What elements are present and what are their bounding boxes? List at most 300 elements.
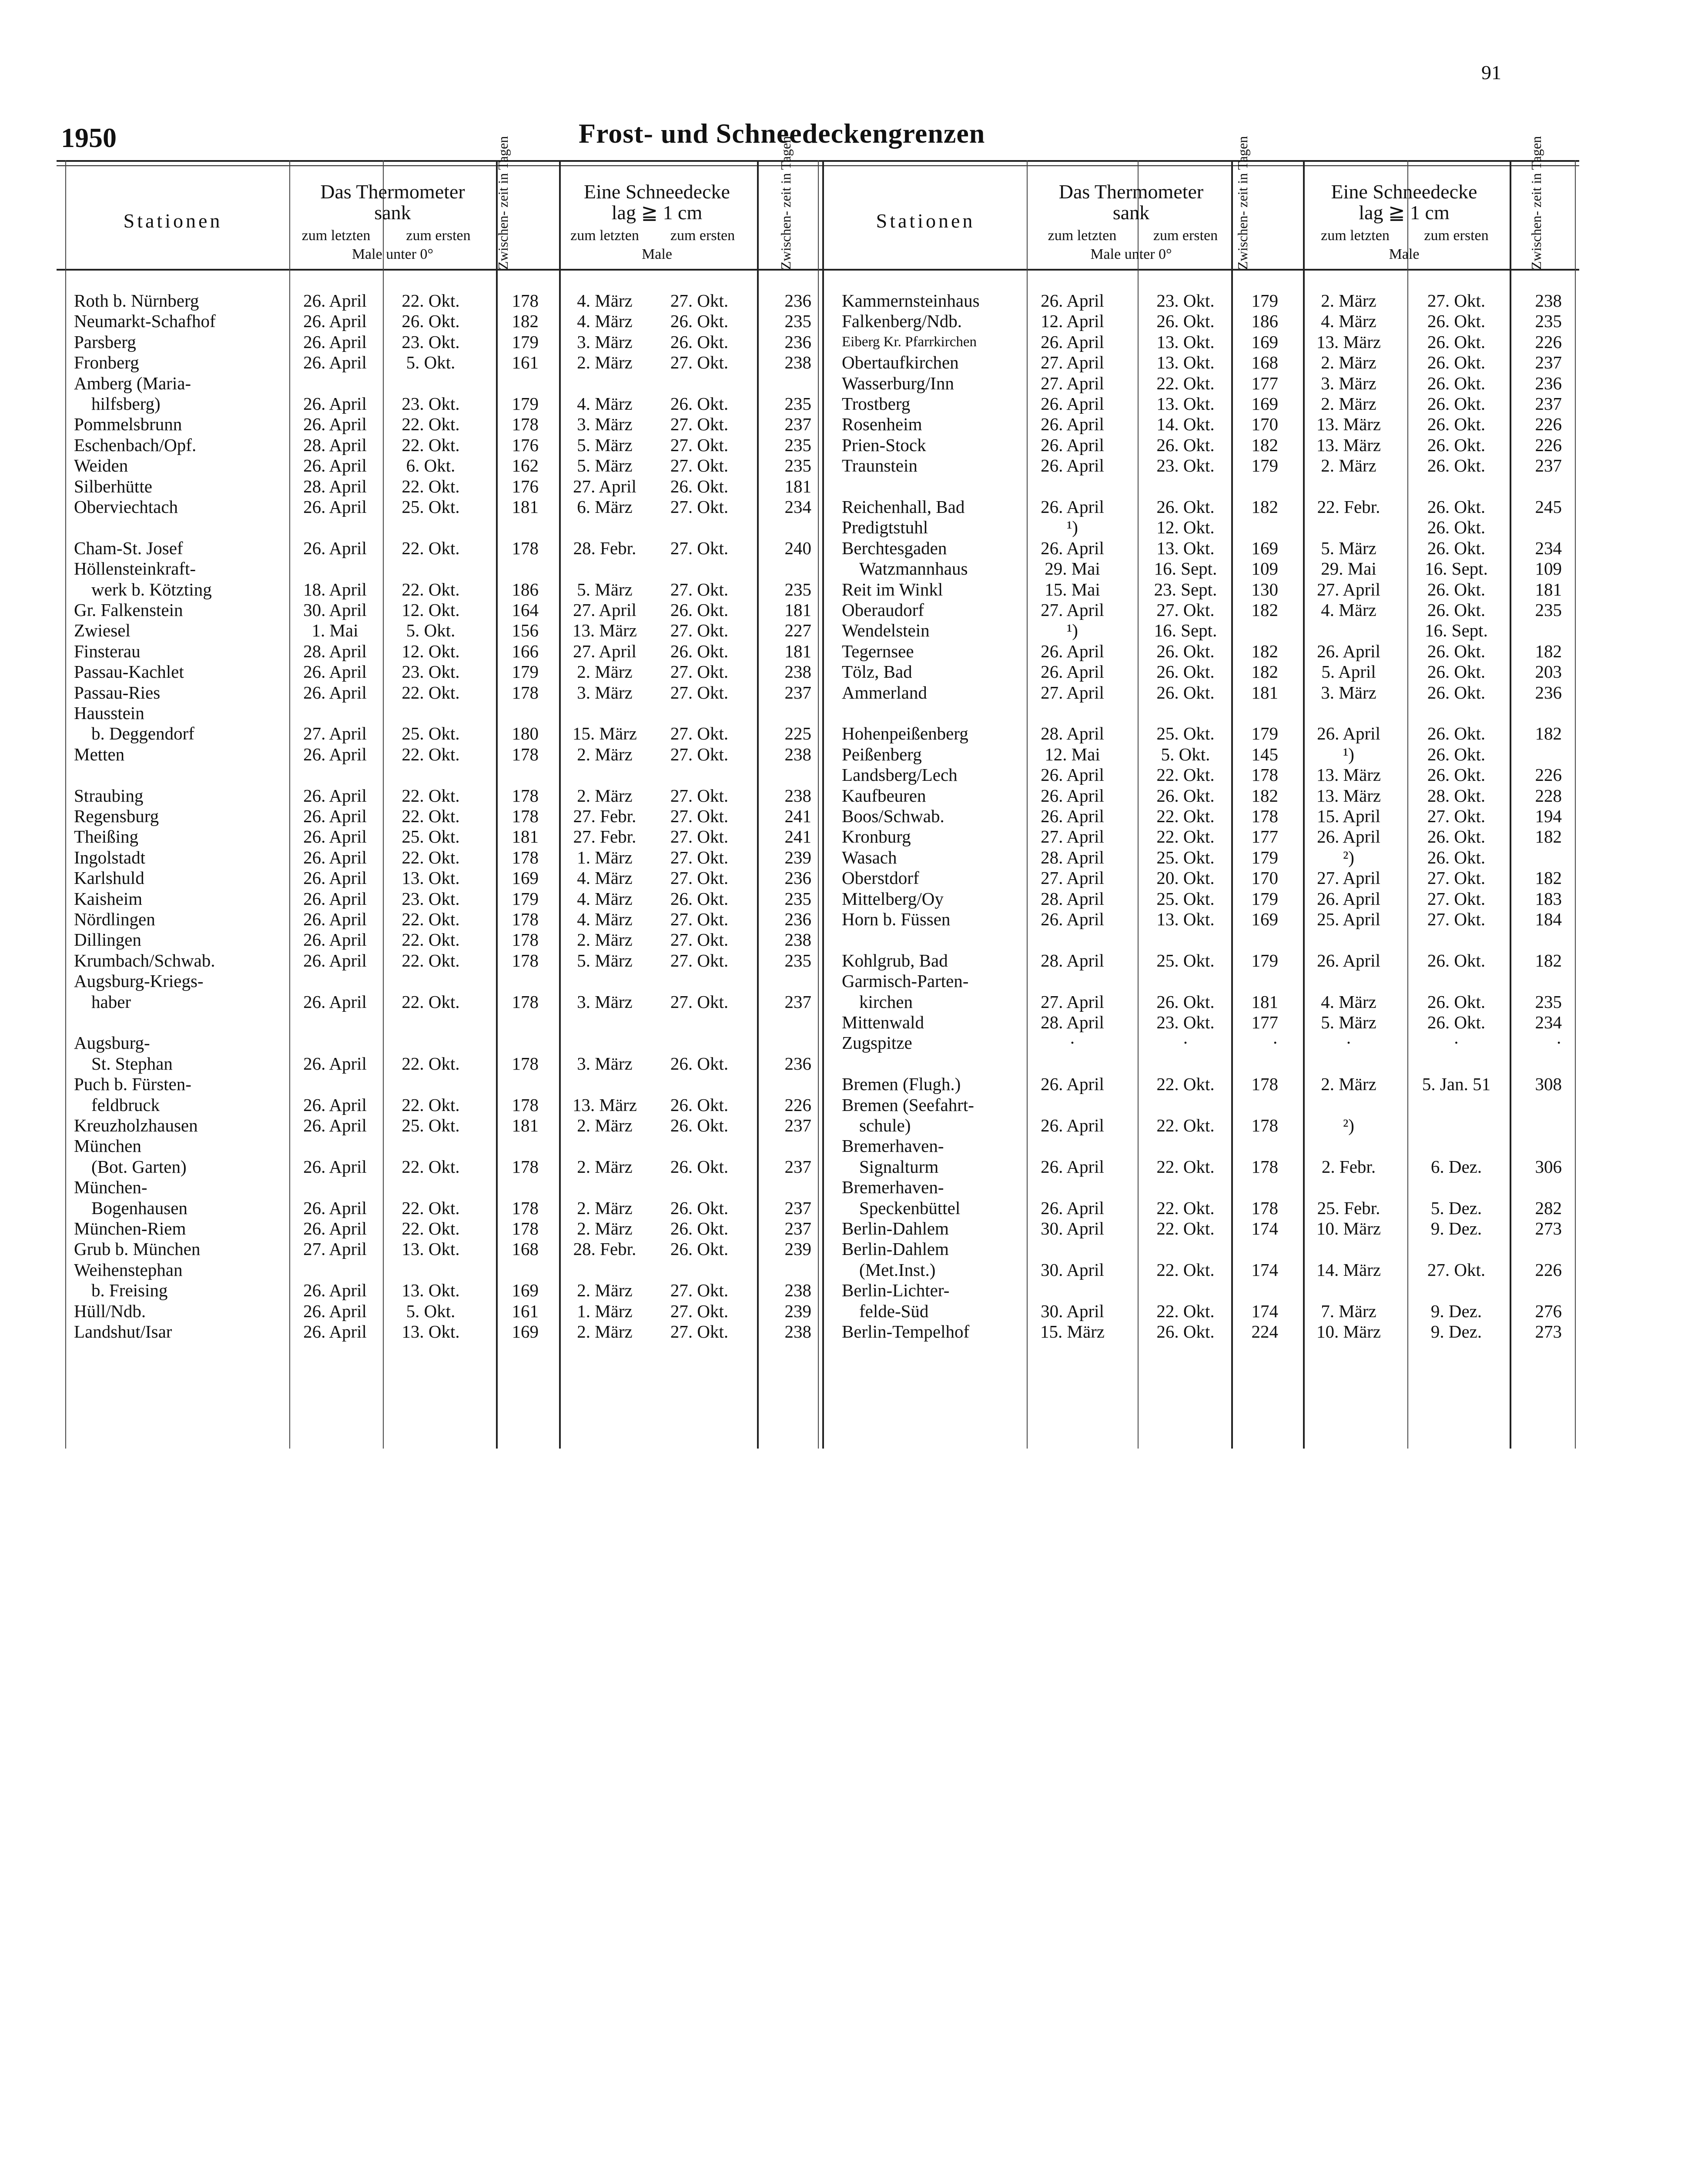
snow-interval-days: 225 (784, 723, 811, 743)
left-header-schneedecke-lag: lag ≧ 1 cm (611, 201, 703, 224)
station-name: Trostberg (842, 394, 911, 414)
snow-interval-days: 234 (1535, 1012, 1562, 1032)
thermo-last-frost: 26. April (303, 786, 367, 806)
thermo-first-frost: 16. Sept. (1154, 559, 1217, 579)
thermo-first-frost: 13. Okt. (1156, 332, 1215, 352)
thermo-first-frost: 22. Okt. (402, 847, 460, 867)
thermo-first-frost: 22. Okt. (402, 909, 460, 929)
station-name: (Bot. Garten) (91, 1157, 187, 1177)
thermo-last-frost: 26. April (303, 950, 367, 970)
station-name: Finsterau (74, 641, 141, 661)
snow-first-date: 26. Okt. (1427, 600, 1486, 620)
thermo-last-frost: 18. April (303, 579, 367, 599)
station-name: Metten (74, 744, 125, 764)
thermo-interval-days: 156 (512, 620, 539, 640)
right-table-row (0, 847, 1708, 868)
snow-first-date: 27. Okt. (670, 1280, 729, 1300)
snow-last-date: 27. Febr. (573, 806, 636, 826)
thermo-interval-days: 168 (512, 1239, 539, 1259)
snow-interval-days: 182 (1535, 868, 1562, 888)
thermo-first-frost: 25. Okt. (1156, 723, 1215, 743)
thermo-last-frost: 26. April (303, 889, 367, 909)
station-name: Predigtstuhl (842, 517, 928, 537)
snow-first-date: 26. Okt. (1427, 744, 1486, 764)
station-name: Speckenbüttel (859, 1198, 961, 1218)
thermo-interval-days: 169 (1251, 332, 1278, 352)
snow-last-date: 3. März (577, 1054, 633, 1074)
snow-interval-days: 237 (784, 414, 811, 434)
station-name: Weiden (74, 455, 128, 475)
snow-first-date: 26. Okt. (670, 1218, 729, 1238)
thermo-last-frost: 27. April (1041, 868, 1104, 888)
station-name: Reichenhall, Bad (842, 497, 965, 517)
right-table-row (0, 744, 1708, 765)
thermo-interval-days: 182 (1251, 641, 1278, 661)
thermo-interval-days: 177 (1251, 826, 1278, 847)
snow-last-date: 28. Febr. (573, 1239, 636, 1259)
right-table-row (0, 1012, 1708, 1033)
snow-last-date: 3. März (577, 414, 633, 434)
right-table-row (0, 1198, 1708, 1218)
thermo-first-frost: 22. Okt. (1156, 826, 1215, 847)
snow-first-date: 26. Okt. (1427, 1012, 1486, 1032)
snow-interval-days: 226 (1535, 414, 1562, 434)
thermo-last-frost: 26. April (303, 1322, 367, 1342)
thermo-last-frost: 28. April (1041, 1012, 1104, 1032)
right-table-row (0, 414, 1708, 435)
thermo-first-frost: 22. Okt. (402, 683, 460, 703)
snow-interval-days: 236 (784, 1054, 811, 1074)
thermo-first-frost: 23. Okt. (402, 889, 460, 909)
right-table-row (0, 579, 1708, 600)
left-header-thermometer: Das Thermometer (320, 181, 465, 203)
right-table-row (0, 291, 1708, 311)
snow-first-date: 26. Okt. (670, 394, 729, 414)
snow-last-date: 27. April (573, 600, 636, 620)
snow-interval-days: 235 (784, 311, 811, 331)
station-name: b. Freising (91, 1280, 168, 1300)
snow-last-date: 26. April (1317, 950, 1380, 970)
station-name: Kohlgrub, Bad (842, 950, 948, 970)
station-name: Krumbach/Schwab. (74, 950, 215, 970)
right-header-male-unter: Male unter 0° (1090, 246, 1172, 262)
snow-last-date: 13. März (572, 620, 637, 640)
page-title: Frost- und Schneedeckengrenzen (579, 118, 985, 149)
station-name: Regensburg (74, 806, 159, 826)
station-name: Wasach (842, 847, 897, 867)
snow-interval-days: 238 (784, 930, 811, 950)
station-name: Horn b. Füssen (842, 909, 951, 929)
snow-first-date: 26. Okt. (1427, 414, 1486, 434)
thermo-first-frost: 26. Okt. (1156, 311, 1215, 331)
snow-first-date: 27. Okt. (670, 826, 729, 847)
station-name: Silberhütte (74, 476, 152, 496)
snow-first-date: 26. Okt. (670, 476, 729, 496)
snow-first-date: 26. Okt. (670, 600, 729, 620)
snow-interval-days: 237 (1535, 455, 1562, 475)
thermo-first-frost: 22. Okt. (402, 744, 460, 764)
snow-last-date: 2. März (1321, 1074, 1376, 1094)
thermo-interval-days: 182 (1251, 662, 1278, 682)
snow-last-date: 27. April (1317, 579, 1380, 599)
snow-first-date: 27. Okt. (1427, 291, 1486, 311)
snow-last-date: 2. März (577, 1218, 633, 1238)
station-name: Straubing (74, 786, 144, 806)
snow-last-date: 3. März (577, 332, 633, 352)
right-table-row (0, 1218, 1708, 1239)
snow-first-date: 27. Okt. (670, 909, 729, 929)
thermo-interval-days: 186 (512, 579, 539, 599)
snow-first-date: 27. Okt. (670, 1301, 729, 1321)
thermo-interval-days: 174 (1251, 1218, 1278, 1238)
snow-interval-days: 238 (784, 1322, 811, 1342)
thermo-first-frost: 23. Okt. (402, 394, 460, 414)
station-name: Pommelsbrunn (74, 414, 182, 434)
thermo-interval-days: 109 (1251, 559, 1278, 579)
snow-interval-days: 235 (1535, 992, 1562, 1012)
thermo-first-frost: 26. Okt. (1156, 497, 1215, 517)
snow-interval-days: 228 (1535, 786, 1562, 806)
snow-first-date: 16. Sept. (1425, 559, 1488, 579)
right-table-row (0, 909, 1708, 930)
snow-interval-days: 237 (784, 1218, 811, 1238)
snow-first-date: 27. Okt. (670, 620, 729, 640)
thermo-interval-days: 169 (1251, 538, 1278, 558)
snow-first-date: 26. Okt. (1427, 765, 1486, 785)
right-table-row (0, 1239, 1708, 1259)
thermo-interval-days: 181 (512, 1115, 539, 1135)
thermo-interval-days: 168 (1251, 352, 1278, 372)
snow-interval-days: 308 (1535, 1074, 1562, 1094)
thermo-last-frost: 29. Mai (1045, 559, 1100, 579)
snow-first-date: 26. Okt. (1427, 662, 1486, 682)
thermo-last-frost: 26. April (1041, 1074, 1104, 1094)
thermo-last-frost: 1. Mai (311, 620, 358, 640)
station-name: Traunstein (842, 455, 918, 475)
thermo-last-frost: 27. April (303, 1239, 367, 1259)
thermo-last-frost: 26. April (1041, 497, 1104, 517)
snow-last-date: 5. März (577, 435, 633, 455)
thermo-last-frost: 27. April (1041, 826, 1104, 847)
station-name: Neumarkt-Schafhof (74, 311, 216, 331)
thermo-first-frost: 26. Okt. (1156, 1322, 1215, 1342)
thermo-last-frost: 26. April (1041, 786, 1104, 806)
right-header-thermometer: Das Thermometer (1058, 181, 1204, 203)
snow-last-date: 27. Febr. (573, 826, 636, 847)
thermo-last-frost: 26. April (1041, 662, 1104, 682)
thermo-interval-days: 176 (512, 435, 539, 455)
right-header-stations: Stationen (876, 210, 975, 232)
snow-last-date: 5. März (577, 579, 633, 599)
station-name: Nördlingen (74, 909, 155, 929)
station-name: Kronburg (842, 826, 911, 847)
thermo-first-frost: 25. Okt. (402, 497, 460, 517)
thermo-interval-days: 178 (512, 950, 539, 970)
right-header-t-last: zum letzten (1048, 228, 1117, 244)
station-name: Landshut/Isar (74, 1322, 172, 1342)
thermo-last-frost: 12. April (1041, 311, 1104, 331)
thermo-last-frost: 26. April (303, 683, 367, 703)
right-header-s-zwischenzeit: Zwischen- zeit in Tagen (1528, 136, 1544, 270)
right-table-row (0, 538, 1708, 559)
snow-first-date: 26. Okt. (1427, 455, 1486, 475)
snow-last-date: 2. März (577, 744, 633, 764)
snow-first-date: 27. Okt. (670, 683, 729, 703)
snow-first-date: 26. Okt. (1427, 950, 1486, 970)
station-name: Garmisch-Parten- (842, 971, 969, 991)
right-table-row (0, 1136, 1708, 1156)
station-name: Rosenheim (842, 414, 922, 434)
snow-interval-days: 235 (784, 435, 811, 455)
thermo-first-frost: 22. Okt. (402, 992, 460, 1012)
thermo-first-frost: 22. Okt. (1156, 1115, 1215, 1135)
snow-last-date: 28. Febr. (573, 538, 636, 558)
thermo-first-frost: 13. Okt. (402, 1239, 460, 1259)
thermo-last-frost: 26. April (303, 1095, 367, 1115)
station-name: Ammerland (842, 683, 927, 703)
thermo-last-frost: 30. April (1041, 1301, 1104, 1321)
station-name: Tölz, Bad (842, 662, 912, 682)
snow-interval-days: 235 (784, 889, 811, 909)
snow-last-date: 26. April (1317, 723, 1380, 743)
snow-interval-days: 235 (784, 579, 811, 599)
snow-first-date: 26. Okt. (1427, 394, 1486, 414)
right-table-row (0, 1115, 1708, 1136)
thermo-first-frost: 12. Okt. (402, 641, 460, 661)
thermo-interval-days: 179 (1251, 889, 1278, 909)
snow-last-date: ¹) (1343, 744, 1354, 764)
snow-first-date: 5. Jan. 51 (1422, 1074, 1491, 1094)
thermo-first-frost: 25. Okt. (402, 1115, 460, 1135)
thermo-first-frost: 22. Okt. (402, 1157, 460, 1177)
station-name: Berlin-Dahlem (842, 1239, 949, 1259)
station-name: Berchtesgaden (842, 538, 947, 558)
snow-interval-days: 236 (784, 332, 811, 352)
station-name: Augsburg-Kriegs- (74, 971, 204, 991)
thermo-last-frost: 26. April (303, 1301, 367, 1321)
snow-last-date: ²) (1343, 1115, 1354, 1135)
snow-interval-days: 237 (784, 1115, 811, 1135)
station-name: Oberstdorf (842, 868, 919, 888)
thermo-interval-days: 182 (1251, 497, 1278, 517)
thermo-first-frost: 25. Okt. (1156, 889, 1215, 909)
thermo-last-frost: 28. April (1041, 889, 1104, 909)
thermo-first-frost: 22. Okt. (1156, 1157, 1215, 1177)
snow-last-date: 5. April (1321, 662, 1376, 682)
thermo-first-frost: 22. Okt. (402, 476, 460, 496)
thermo-first-frost: 26. Okt. (1156, 786, 1215, 806)
thermo-last-frost: 30. April (1041, 1218, 1104, 1238)
snow-interval-days: 226 (1535, 765, 1562, 785)
thermo-first-frost: 13. Okt. (1156, 909, 1215, 929)
snow-interval-days: 226 (1535, 1260, 1562, 1280)
thermo-first-frost: 22. Okt. (1156, 1218, 1215, 1238)
thermo-first-frost: 26. Okt. (402, 311, 460, 331)
thermo-last-frost: 26. April (303, 1198, 367, 1218)
station-name: Gr. Falkenstein (74, 600, 183, 620)
thermo-interval-days: 169 (1251, 394, 1278, 414)
thermo-first-frost: 23. Okt. (1156, 291, 1215, 311)
snow-first-date: 26. Okt. (670, 1115, 729, 1135)
thermo-last-frost: 30. April (1041, 1260, 1104, 1280)
station-name: Mittenwald (842, 1012, 924, 1032)
thermo-first-frost: 23. Sept. (1154, 579, 1217, 599)
snow-last-date: 26. April (1317, 826, 1380, 847)
thermo-last-frost: 26. April (303, 311, 367, 331)
station-name: Roth b. Nürnberg (74, 291, 199, 311)
snow-interval-days: 245 (1535, 497, 1562, 517)
station-name: Oberaudorf (842, 600, 924, 620)
station-name: Peißenberg (842, 744, 922, 764)
snow-last-date: 2. März (577, 1157, 633, 1177)
thermo-interval-days: 161 (512, 1301, 539, 1321)
snow-interval-days: 182 (1535, 950, 1562, 970)
snow-first-date: 9. Dez. (1430, 1218, 1482, 1238)
station-name: Bremerhaven- (842, 1136, 944, 1156)
snow-last-date: 7. März (1321, 1301, 1376, 1321)
snow-last-date: 13. März (1316, 435, 1381, 455)
station-name: feldbruck (91, 1095, 160, 1115)
thermo-last-frost: 26. April (303, 662, 367, 682)
snow-first-date: 26. Okt. (1427, 723, 1486, 743)
right-table-row (0, 992, 1708, 1012)
left-header-t-zwischenzeit: Zwischen- zeit in Tagen (495, 136, 511, 270)
right-table-row (0, 497, 1708, 517)
station-name: Hüll/Ndb. (74, 1301, 146, 1321)
left-header-s-zwischenzeit: Zwischen- zeit in Tagen (778, 136, 794, 270)
right-table-row (0, 620, 1708, 641)
snow-last-date: 29. Mai (1321, 559, 1376, 579)
station-name: schule) (859, 1115, 911, 1135)
thermo-first-frost: 20. Okt. (1156, 868, 1215, 888)
snow-first-date: 26. Okt. (1427, 538, 1486, 558)
thermo-first-frost: 22. Okt. (402, 1198, 460, 1218)
right-table-row (0, 703, 1708, 723)
snow-first-date: 26. Okt. (1427, 373, 1486, 393)
thermo-first-frost: 22. Okt. (1156, 806, 1215, 826)
snow-last-date: 4. März (577, 311, 633, 331)
right-table-row (0, 786, 1708, 806)
thermo-last-frost: 28. April (1041, 847, 1104, 867)
snow-first-date: 27. Okt. (670, 847, 729, 867)
thermo-interval-days: 178 (512, 930, 539, 950)
station-name: Prien-Stock (842, 435, 926, 455)
snow-interval-days: 182 (1535, 723, 1562, 743)
left-header-s-first: zum ersten (670, 228, 735, 244)
station-name: werk b. Kötzting (91, 579, 212, 599)
snow-last-date: 26. April (1317, 641, 1380, 661)
thermo-first-frost: 22. Okt. (402, 538, 460, 558)
snow-first-date: 27. Okt. (670, 723, 729, 743)
station-name: Fronberg (74, 352, 139, 372)
snow-interval-days: 238 (784, 744, 811, 764)
right-table-row (0, 559, 1708, 579)
station-name: Wasserburg/Inn (842, 373, 954, 393)
snow-interval-days: 236 (784, 868, 811, 888)
snow-interval-days: 241 (784, 806, 811, 826)
snow-last-date: 5. März (1321, 1012, 1376, 1032)
thermo-last-frost: 26. April (303, 1218, 367, 1238)
right-header-s-last: zum letzten (1321, 228, 1390, 244)
thermo-last-frost: 26. April (303, 806, 367, 826)
station-name: Berlin-Lichter- (842, 1280, 950, 1300)
snow-last-date: 4. März (577, 868, 633, 888)
left-header-t-first: zum ersten (406, 228, 471, 244)
snow-last-date: 25. Febr. (1317, 1198, 1380, 1218)
snow-last-date: ²) (1343, 847, 1354, 867)
thermo-last-frost: 12. Mai (1045, 744, 1100, 764)
thermo-last-frost: 26. April (303, 930, 367, 950)
snow-first-date: 27. Okt. (670, 930, 729, 950)
snow-last-date: 4. März (1321, 311, 1376, 331)
snow-last-date: 27. April (1317, 868, 1380, 888)
thermo-first-frost: 13. Okt. (1156, 352, 1215, 372)
snow-first-date: · (1453, 1033, 1460, 1053)
snow-interval-days: 235 (1535, 311, 1562, 331)
thermo-interval-days: 179 (512, 332, 539, 352)
snow-first-date: 26. Okt. (1427, 497, 1486, 517)
thermo-interval-days: 179 (1251, 723, 1278, 743)
station-name: hilfsberg) (91, 394, 161, 414)
thermo-interval-days: 145 (1251, 744, 1278, 764)
right-table-row (0, 765, 1708, 785)
snow-first-date: 27. Okt. (670, 579, 729, 599)
thermo-last-frost: 26. April (303, 1157, 367, 1177)
thermo-first-frost: 25. Okt. (1156, 950, 1215, 970)
thermo-interval-days: 182 (1251, 600, 1278, 620)
snow-first-date: 26. Okt. (1427, 641, 1486, 661)
thermo-first-frost: 22. Okt. (402, 435, 460, 455)
snow-last-date: 26. April (1317, 889, 1380, 909)
right-table-row (0, 455, 1708, 476)
thermo-first-frost: 22. Okt. (402, 950, 460, 970)
station-name: Berlin-Tempelhof (842, 1322, 970, 1342)
thermo-last-frost: 26. April (1041, 806, 1104, 826)
snow-interval-days: 183 (1535, 889, 1562, 909)
snow-first-date: 5. Dez. (1430, 1198, 1482, 1218)
snow-last-date: 4. März (577, 909, 633, 929)
snow-first-date: 27. Okt. (1427, 889, 1486, 909)
right-header-male: Male (1389, 246, 1420, 262)
thermo-last-frost: 26. April (1041, 1157, 1104, 1177)
thermo-interval-days: 161 (512, 352, 539, 372)
thermo-interval-days: 174 (1251, 1301, 1278, 1321)
snow-interval-days: 182 (1535, 641, 1562, 661)
thermo-interval-days: 178 (512, 414, 539, 434)
snow-first-date: 27. Okt. (1427, 1260, 1486, 1280)
snow-last-date: 2. Febr. (1321, 1157, 1376, 1177)
right-table-row (0, 889, 1708, 909)
snow-last-date: 2. März (577, 1322, 633, 1342)
thermo-interval-days: 179 (512, 662, 539, 682)
station-name: Kaisheim (74, 889, 143, 909)
thermo-first-frost: 23. Okt. (1156, 1012, 1215, 1032)
snow-interval-days: 273 (1535, 1218, 1562, 1238)
station-name: Eschenbach/Opf. (74, 435, 197, 455)
snow-interval-days: 181 (784, 476, 811, 496)
snow-last-date: 14. März (1316, 1260, 1381, 1280)
snow-first-date: 27. Okt. (1427, 909, 1486, 929)
right-table-row (0, 1322, 1708, 1342)
thermo-last-frost: 26. April (1041, 332, 1104, 352)
thermo-last-frost: 15. Mai (1045, 579, 1100, 599)
thermo-first-frost: 22. Okt. (402, 1054, 460, 1074)
snow-interval-days: 239 (784, 1239, 811, 1259)
snow-last-date: 13. März (1316, 414, 1381, 434)
snow-last-date: 13. März (572, 1095, 637, 1115)
thermo-last-frost: 26. April (1041, 641, 1104, 661)
snow-interval-days: 235 (784, 950, 811, 970)
